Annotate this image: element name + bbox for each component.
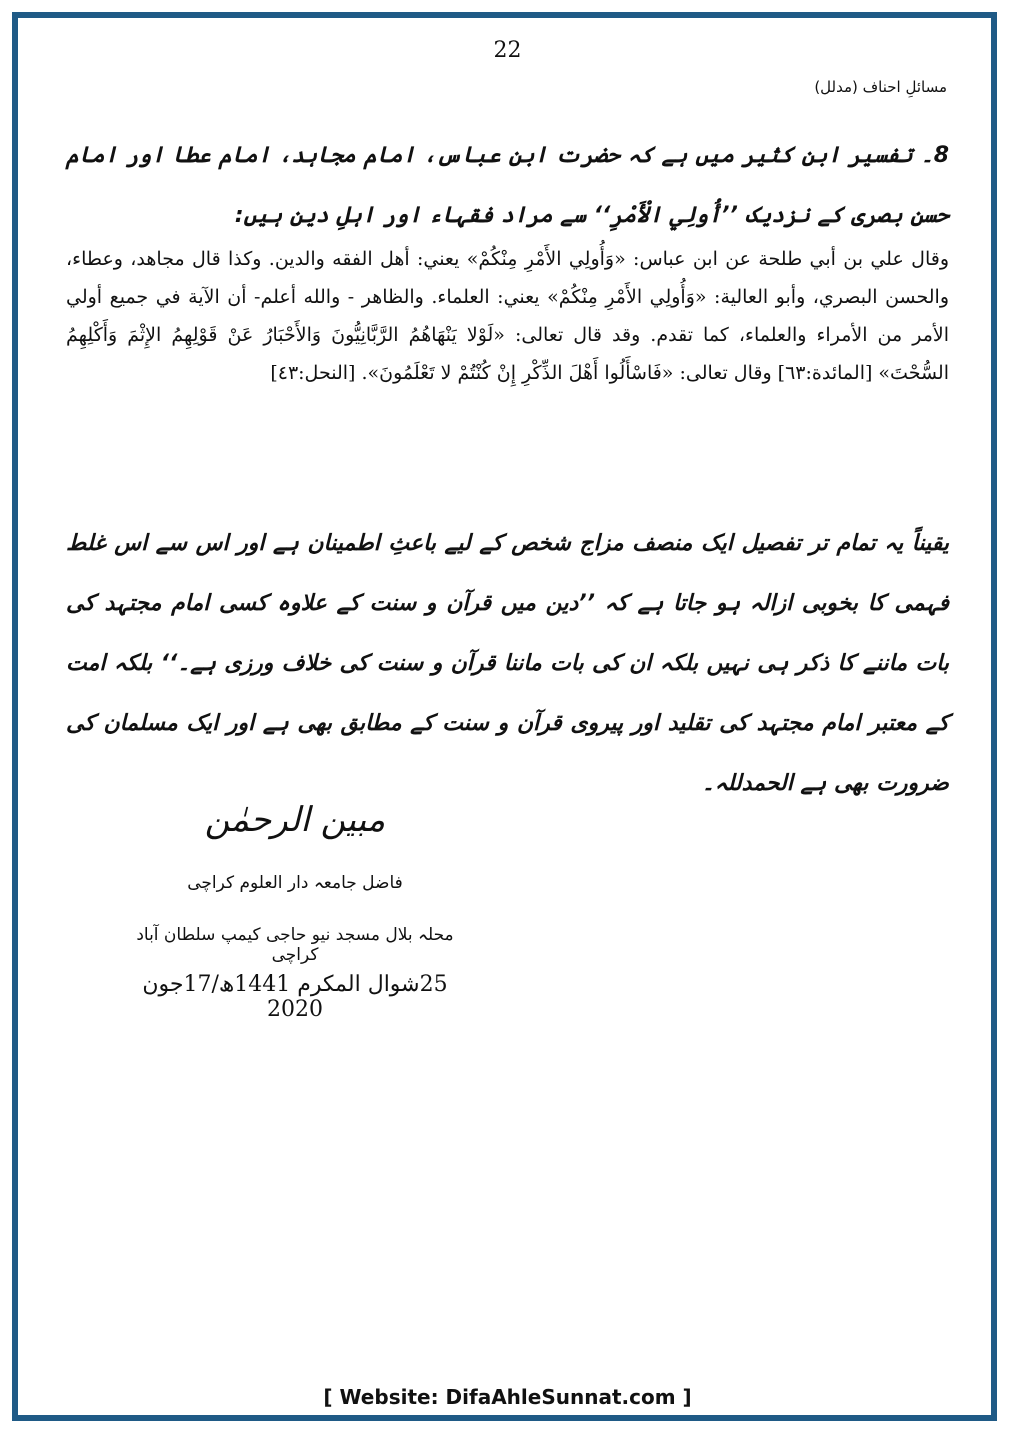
urdu-paragraph-conclusion: یقیناً یہ تمام تر تفصیل ایک منصف مزاج شخص کے لیے باعثِ اطمینان ہے اور اس سے اس غلط فہمی کا بخوبی ازالہ ہو جاتا ہے کہ ’’دین میں قرآن و سنت کے علاوہ کسی امام مجتہد کی بات ماننے کا ذکر ہی نہیں بلکہ ان کی بات ماننا قرآن و سنت کی خلاف ورزی ہے۔‘‘ بلکہ امت کے معتبر امام مجتہد کی تقلید اور پیروی قرآن و سنت کے مطابق بھی ہے اور ایک مسلمان کی ضرورت بھی ہے الحمدللہ۔ — [66, 531, 949, 796]
signature-name: مبین الرحمٰن — [204, 800, 386, 840]
running-head: مسائلِ احناف (مدلل) — [814, 78, 947, 96]
page-number: 22 — [493, 38, 522, 63]
signature-affiliation: فاضل جامعہ دار العلوم کراچی — [187, 873, 403, 893]
signature-address: محلہ بلال مسجد نیو حاجی کیمپ سلطان آباد کراچی — [136, 925, 454, 965]
website-footer: [ Website: DifaAhleSunnat.com ] — [323, 1385, 692, 1409]
urdu-paragraph-tafsir: 8۔ تفسیر ابن کثیر میں ہے کہ حضرت ابن عباس، امام مجاہد، امام عطا اور امام حسن بصری کے نزدیک ’’أُولِي الْأَمْرِ‘‘ سے مراد فقہاء اور اہلِ دین ہیں: — [66, 143, 949, 228]
arabic-quotation: وقال علي بن أبي طلحة عن ابن عباس: «وَأُولِي الأَمْرِ مِنْكُمْ» يعني: أهل الفقه والدين. وكذا قال مجاهد، وعطاء، والحسن البصري، وأبو العالية: «وَأُولِي الأَمْرِ مِنْكُمْ» يعني: العلماء. والظاهر - والله أعلم- أن الآية في جميع أولي الأمر من الأمراء والعلماء، كما تقدم. وقد قال تعالى: «لَوْلا يَنْهَاهُمُ الرَّبَّانِيُّونَ وَالأَحْبَارُ عَنْ قَوْلِهِمُ الإِثْمَ وَأَكْلِهِمُ السُّحْتَ» [المائدة:٦٣] وقال تعالى: «فَاسْأَلُوا أَهْلَ الذِّكْرِ إِنْ كُنْتُمْ لا تَعْلَمُونَ». [النحل:٤٣] — [66, 248, 949, 384]
signature-date: 25شوال المکرم 1441ھ/17جون 2020 — [142, 972, 448, 1022]
